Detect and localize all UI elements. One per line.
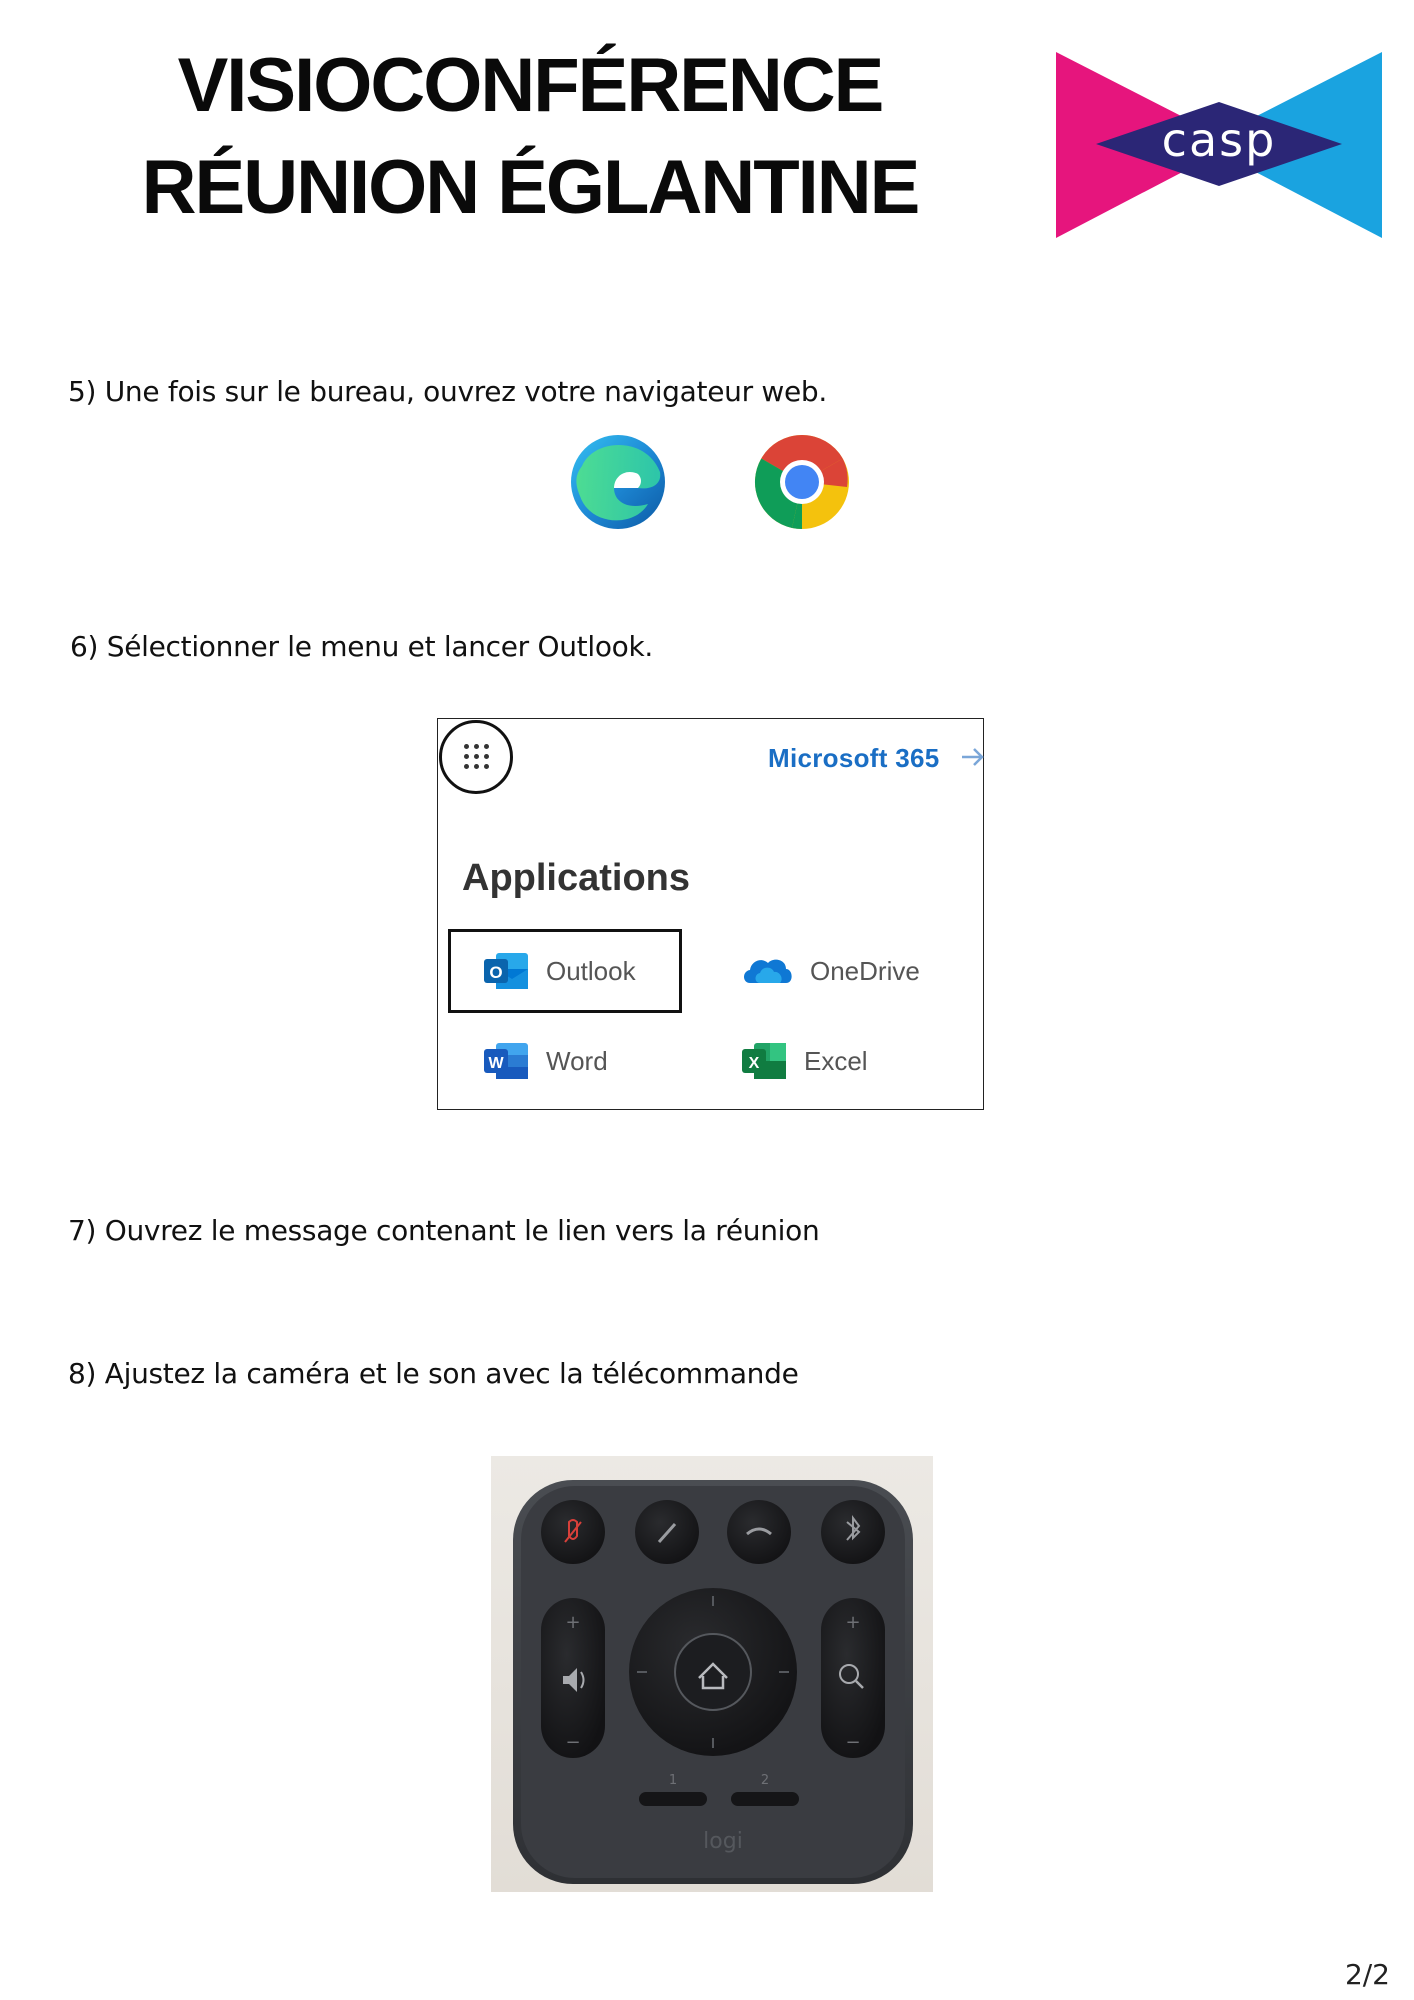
preset-2-label: 2 — [760, 1773, 770, 1788]
excel-icon — [740, 1039, 788, 1083]
svg-text:W: W — [488, 1055, 504, 1072]
microsoft-365-link[interactable]: Microsoft 365 — [768, 743, 940, 773]
logo-text: casp — [1161, 113, 1277, 167]
word-icon — [482, 1039, 530, 1083]
svg-text:+: + — [845, 1612, 861, 1633]
app-excel[interactable] — [740, 1031, 868, 1091]
edge-icon[interactable] — [568, 432, 668, 532]
svg-text:−: − — [565, 1732, 581, 1753]
casp-logo — [1056, 52, 1382, 238]
app-launcher-panel — [437, 718, 984, 1110]
outlook-icon — [482, 949, 530, 993]
app-onedrive[interactable] — [740, 941, 920, 1001]
remote-control-photo — [491, 1456, 933, 1892]
onedrive-icon — [740, 949, 794, 993]
step-7-text: 7) Ouvrez le message contenant le lien vers la réunion — [68, 1214, 820, 1247]
svg-text:−: − — [845, 1732, 861, 1753]
svg-text:+: + — [565, 1612, 581, 1633]
app-word-label: Word — [546, 1045, 608, 1076]
step-6-text: 6) Sélectionner le menu et lancer Outlook. — [70, 630, 654, 663]
waffle-icon — [464, 744, 490, 770]
step-5-text: 5) Une fois sur le bureau, ouvrez votre navigateur web. — [68, 375, 827, 408]
remote-control-illustration — [491, 1456, 933, 1892]
step-8-text: 8) Ajustez la caméra et le son avec la télécommande — [68, 1357, 799, 1390]
page-title-line2: RÉUNION ÉGLANTINE — [141, 145, 919, 230]
svg-text:X: X — [748, 1055, 760, 1072]
app-launcher-button[interactable] — [439, 720, 513, 794]
preset-1-label: 1 — [668, 1773, 678, 1788]
page-number: 2/2 — [1344, 1958, 1390, 1991]
app-excel-label: Excel — [804, 1045, 868, 1076]
app-word[interactable] — [482, 1031, 608, 1091]
app-outlook-label: Outlook — [546, 955, 636, 986]
app-onedrive-label: OneDrive — [810, 955, 920, 986]
app-outlook[interactable] — [482, 941, 636, 1001]
chrome-icon[interactable] — [752, 432, 852, 532]
remote-brand: logi — [703, 1829, 743, 1854]
svg-text:O: O — [489, 963, 503, 982]
arrow-right-icon — [960, 745, 986, 769]
applications-heading: Applications — [462, 857, 691, 899]
page-title-line1: VISIOCONFÉRENCE — [177, 43, 883, 128]
